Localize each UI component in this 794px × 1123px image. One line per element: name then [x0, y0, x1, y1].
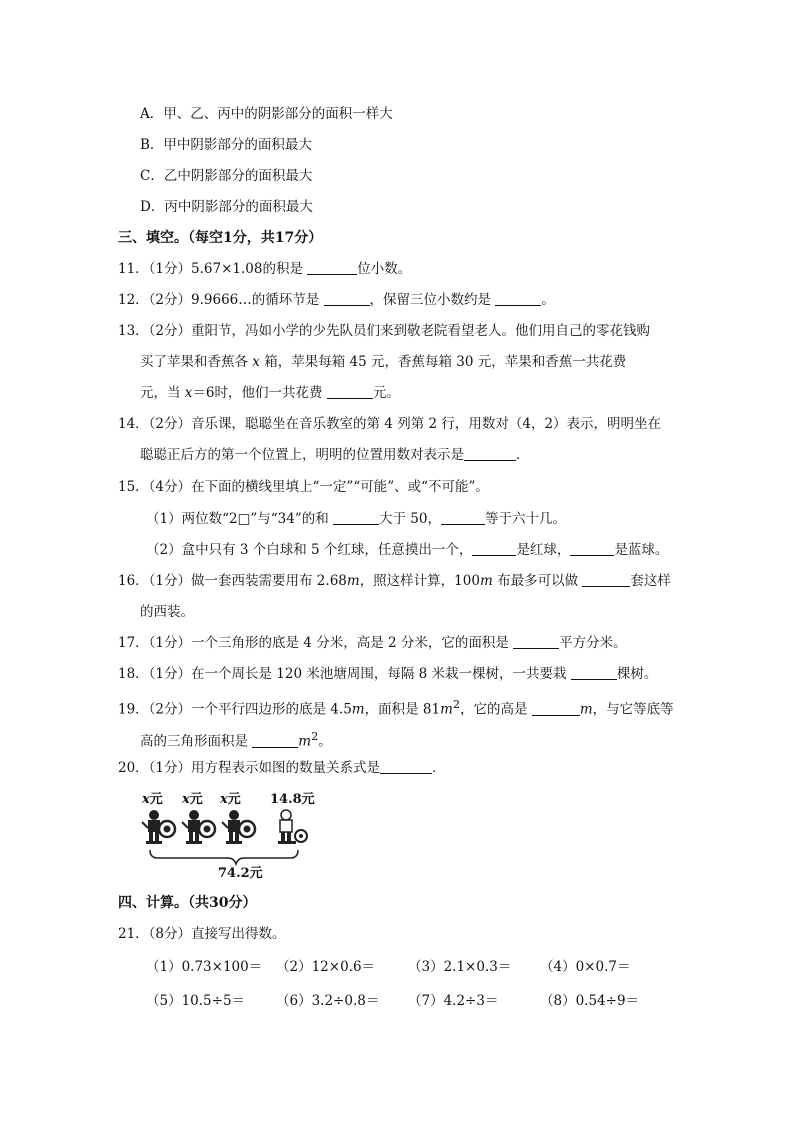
q14-text-end: ．	[516, 447, 530, 463]
variable-x: x	[182, 792, 190, 807]
q19-text: 高的三角形面积是	[140, 733, 253, 750]
question-19-line-1	[118, 695, 674, 720]
unit-m: m	[440, 701, 453, 718]
q17-text-end: 平方分米。	[559, 635, 627, 651]
price-figure	[140, 788, 330, 880]
q16-text: 套这样	[630, 573, 671, 589]
variable-x: x	[252, 354, 260, 370]
q19-text: 19．（2分）一个平行四边形的底是 4.5	[118, 701, 352, 718]
question-13-line-2	[140, 352, 626, 372]
answer-blank[interactable]	[495, 291, 541, 306]
variable-x: x	[184, 385, 193, 401]
answer-blank[interactable]	[380, 759, 432, 774]
q15-text: 是蓝球。	[614, 542, 669, 558]
question-16-line-2: 的西装。	[140, 604, 194, 620]
variable-x: x	[142, 792, 150, 807]
soldier-toy-icon	[222, 810, 255, 844]
answer-blank[interactable]	[464, 446, 516, 461]
unit-yuan: 元	[227, 792, 241, 807]
answer-blank[interactable]	[441, 510, 485, 525]
question-12	[118, 290, 555, 310]
q14-text: 聪聪正后方的第一个位置上，明明的位置用数对表示是	[140, 447, 464, 463]
question-14-line-1: 14．（2分）音乐课，聪聪坐在音乐教室的第 4 列第 2 行，用数对（4，2）表示，明明坐在	[118, 416, 662, 432]
q19-text: ，与它等底等	[592, 701, 674, 718]
option-d: D．丙中阴影部分的面积最大	[140, 199, 313, 215]
q17-text: 17．（1分）一个三角形的底是 4 分米，高是 2 分米，它的面积是	[118, 635, 514, 651]
calc-item-6: （6）3.2÷0.8＝	[276, 993, 380, 1009]
q15-text: 是红球，	[516, 542, 571, 558]
question-16-line-1	[118, 571, 671, 591]
superscript-2: 2	[452, 698, 461, 711]
section-3-title: 三、填空。（每空1分，共17分）	[118, 230, 323, 246]
q12-text-end: 。	[541, 292, 555, 308]
q12-text-mid: ，保留三位小数约是	[369, 292, 496, 308]
variable-x: x	[220, 792, 228, 807]
question-13-line-3	[140, 383, 400, 403]
answer-blank[interactable]	[532, 701, 580, 716]
calc-item-1: （1）0.73×100＝	[146, 959, 263, 975]
unit-m: m	[298, 733, 312, 750]
answer-blank[interactable]	[513, 634, 559, 649]
question-11	[118, 259, 411, 279]
question-20	[118, 758, 446, 778]
question-19-line-2	[140, 727, 332, 752]
unit-m: m	[351, 701, 365, 718]
q16-text: 布最多可以做	[492, 573, 583, 589]
q13-text-end: 元。	[372, 385, 400, 401]
option-c: C．乙中阴影部分的面积最大	[140, 168, 313, 184]
q15-text: 大于 50，	[379, 511, 441, 527]
q18-text: 18．（1分）在一个周长是 120 米池塘周围，每隔 8 米栽一棵树，一共要栽	[118, 666, 571, 682]
q18-text-end: 棵树。	[616, 666, 658, 682]
calc-item-3: （3）2.1×0.3＝	[408, 959, 512, 975]
calc-item-7: （7）4.2÷3＝	[408, 993, 499, 1009]
question-14-line-2	[140, 445, 530, 465]
q16-text: ，照这样计算，100	[359, 573, 480, 589]
answer-blank[interactable]	[582, 572, 630, 587]
q12-text: 12．（2分）9.9666…的循环节是	[118, 292, 324, 308]
q13-text: 买了苹果和香蕉各	[140, 354, 253, 370]
q15-text: （2）盒中只有 3 个白球和 5 个红球，任意摸出一个，	[146, 542, 473, 558]
price-value: 14.8元	[270, 792, 315, 807]
q15-text: 等于六十几。	[485, 511, 566, 527]
soldier-toy-icon	[182, 810, 215, 844]
question-17	[118, 633, 627, 653]
answer-blank[interactable]	[252, 733, 298, 748]
unit-m: m	[479, 573, 493, 589]
unit-m: m	[346, 573, 360, 589]
q20-text-end: ．	[432, 760, 446, 776]
calc-item-5: （5）10.5÷5＝	[146, 993, 246, 1009]
q13-text: 箱，苹果每箱 45 元，香蕉每箱 30 元，苹果和香蕉一共花费	[259, 354, 627, 370]
q16-text: 16．（1分）做一套西装需要用布 2.68	[118, 573, 347, 589]
section-4-title: 四、计算。（共30分）	[118, 895, 257, 911]
question-21-title: 21．（8分）直接写出得数。	[118, 926, 286, 942]
question-15-sub-2	[146, 540, 668, 560]
answer-blank[interactable]	[307, 260, 357, 275]
answer-blank[interactable]	[472, 541, 516, 556]
option-a: A．甲、乙、丙中的阴影部分的面积一样大	[140, 106, 393, 122]
calc-item-8: （8）0.54÷9＝	[540, 993, 640, 1009]
calc-item-2: （2）12×0.6＝	[276, 959, 376, 975]
gear-toy-icon	[278, 810, 307, 844]
q11-text: 11．（1分）5.67×1.08的积是	[118, 261, 308, 277]
answer-blank[interactable]	[333, 510, 379, 525]
unit-yuan: 元	[149, 792, 163, 807]
q11-text-end: 位小数。	[357, 261, 412, 277]
answer-blank[interactable]	[327, 384, 373, 399]
q20-text: 20．（1分）用方程表示如图的数量关系式是	[118, 760, 381, 776]
question-15-title: 15．（4分）在下面的横线里填上“一定”“可能”、或“不可能”。	[118, 479, 489, 495]
unit-yuan: 元	[189, 792, 203, 807]
unit-m: m	[579, 701, 593, 718]
soldier-toy-icon	[142, 810, 175, 844]
q13-text: ＝6时，他们一共花费	[192, 385, 327, 401]
option-b: B．甲中阴影部分的面积最大	[140, 137, 312, 153]
q13-text: 元，当	[140, 385, 185, 401]
superscript-2: 2	[311, 730, 319, 743]
question-15-sub-1	[146, 509, 566, 529]
q15-text: （1）两位数“2□”与“34”的和	[146, 511, 334, 527]
q19-text-end: 。	[318, 733, 332, 750]
total-price-label: 74.2元	[218, 866, 263, 881]
calc-item-4: （4）0×0.7＝	[540, 959, 631, 975]
answer-blank[interactable]	[324, 291, 370, 306]
q19-text: ，它的高是	[460, 701, 532, 718]
question-13-line-1: 13．（2分）重阳节，冯如小学的少先队员们来到敬老院看望老人。他们用自己的零花钱购	[118, 323, 651, 339]
question-18	[118, 664, 657, 684]
q19-text: ，面积是 81	[364, 701, 441, 718]
answer-blank[interactable]	[570, 541, 614, 556]
answer-blank[interactable]	[571, 665, 617, 680]
